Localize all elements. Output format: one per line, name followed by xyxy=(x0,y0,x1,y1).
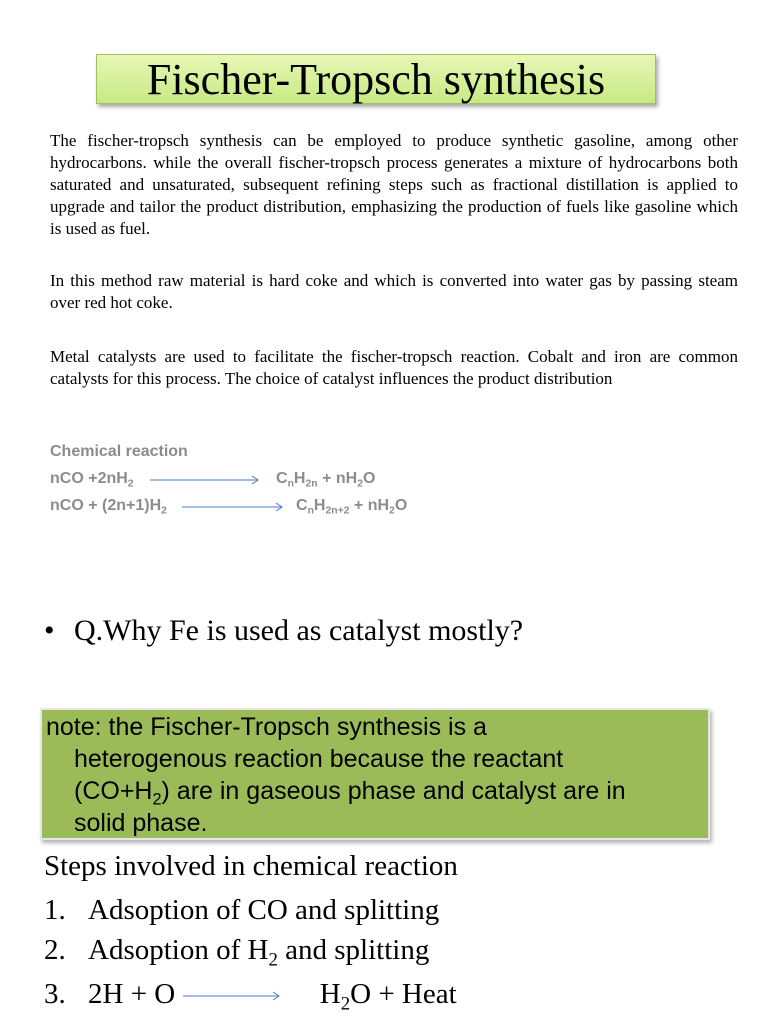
note-box xyxy=(40,708,710,840)
step-item: 2. Adsoption of $H_2$ and splitting xyxy=(44,934,430,971)
intro-paragraph: The fischer-tropsch synthesis can be employed to produce synthetic gasoline, among other hydrocarbons. while the overall fischer-tropsch process generates a mixture of hydrocarbons both saturated and unsaturated, subsequent refining steps such as fractional distillation is applied to upgrade and tailor the product distribution, emphasizing the production of fuels like gasoline which is used as fuel. xyxy=(50,131,738,238)
step-item: 3. 2H + O $H_2O$ + Heat xyxy=(44,978,457,1015)
reaction-arrow-icon xyxy=(183,990,283,1002)
raw-material-paragraph: In this method raw material is hard coke and which is converted into water gas by passing steam over red hot coke. xyxy=(50,271,738,312)
question-text: Q.Why Fe is used as catalyst mostly? xyxy=(74,614,524,647)
equation-1-products: $C_nH_{2n} + nH_2O$ xyxy=(276,470,376,490)
note-line: solid phase. xyxy=(74,809,208,837)
note-line: heterogenous reaction because the reactant xyxy=(74,745,564,773)
note-line: $(CO+H_2)$ are in gaseous phase and catalyst are in xyxy=(74,777,626,809)
reaction-arrow-icon xyxy=(182,501,286,513)
equation-2-reactants: nCO + $(2n+1)H_2$ xyxy=(50,497,167,517)
equation-1-reactants: nCO $+2nH_2$ xyxy=(50,470,134,490)
step-item: 1. Adsoption of CO and splitting xyxy=(44,894,440,926)
slide-title: Fischer-Tropsch synthesis xyxy=(96,54,656,104)
bullet-icon: • xyxy=(44,614,55,647)
chemical-reaction-heading: Chemical reaction xyxy=(50,443,188,460)
catalyst-paragraph: Metal catalysts are used to facilitate the fischer-tropsch reaction. Cobalt and iron are common catalysts for this process. The choice of catalyst influences the product distribution xyxy=(50,347,738,388)
reaction-arrow-icon xyxy=(150,474,262,486)
steps-heading: Steps involved in chemical reaction xyxy=(44,850,458,882)
question-bullet xyxy=(44,614,523,648)
equation-2-products: $C_nH_{2n+2} + nH_2O$ xyxy=(296,497,408,517)
note-line: note: the Fischer-Tropsch synthesis is a xyxy=(46,713,487,741)
